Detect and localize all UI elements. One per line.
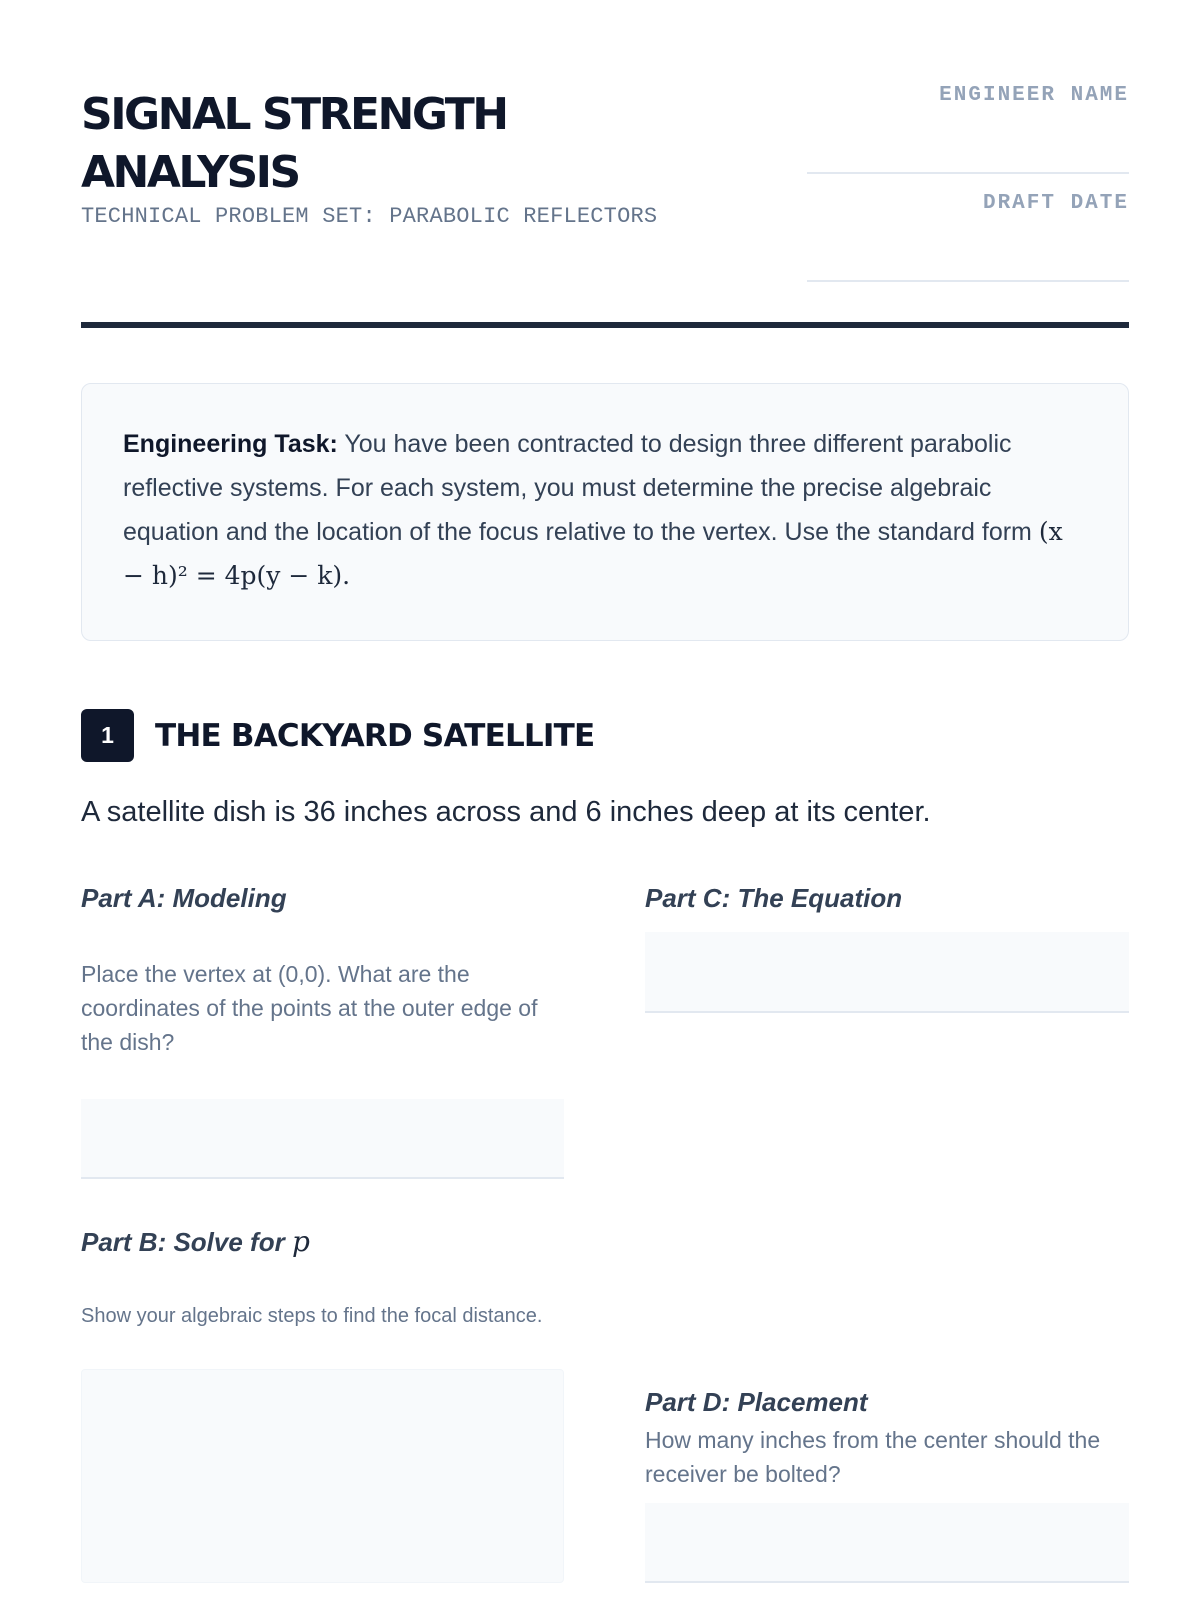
task-text — [123, 422, 1088, 598]
draft-date-field[interactable] — [807, 280, 1129, 282]
part-c-title: Part C: The Equation — [645, 883, 903, 913]
part-b-variable: p — [291, 1225, 310, 1258]
title-line-1: SIGNAL STRENGTH — [81, 89, 507, 140]
part-a-question: Place the vertex at (0,0). What are the coordinates of the points at the outer edge of the dish? — [81, 961, 538, 1055]
part-d-answer-field[interactable] — [645, 1503, 1129, 1583]
page-subtitle: TECHNICAL PROBLEM SET: PARABOLIC REFLECTORS — [81, 204, 658, 229]
page-title — [81, 86, 507, 202]
part-a-title: Part A: Modeling — [81, 883, 287, 913]
part-d-question: How many inches from the center should the receiver be bolted? — [645, 1427, 1101, 1487]
part-b-title-text: Part B: Solve for — [81, 1227, 285, 1257]
title-line-2: ANALYSIS — [81, 147, 299, 198]
task-callout — [81, 383, 1129, 641]
draft-date-label: DRAFT DATE — [982, 192, 1129, 215]
engineer-name-label: ENGINEER NAME — [939, 84, 1129, 107]
part-b-work-area[interactable] — [81, 1369, 564, 1583]
header-divider — [81, 322, 1129, 328]
section-title: THE BACKYARD SATELLITE — [155, 718, 595, 754]
task-lead: Engineering Task: — [123, 430, 338, 458]
standard-form-formula: (x − h)² = 4p(y − k). — [123, 517, 1063, 590]
section-number-badge: 1 — [81, 709, 134, 762]
part-d-title: Part D: Placement — [645, 1387, 868, 1417]
engineer-name-field[interactable] — [807, 172, 1129, 174]
part-c-answer-field[interactable] — [645, 932, 1129, 1013]
section-description: A satellite dish is 36 inches across and 6 inches deep at its center. — [81, 796, 931, 828]
worksheet-page — [81, 0, 1129, 1600]
part-a-answer-field[interactable] — [81, 1099, 564, 1179]
task-body: You have been contracted to design three different parabolic reflective systems. For each system, you must determine the precise algebraic equation and the location of the focus relative to the vertex. Use the standard form — [123, 430, 1032, 546]
part-b-question: Show your algebraic steps to find the focal distance. — [81, 1305, 543, 1327]
part-b-title — [81, 1224, 310, 1260]
